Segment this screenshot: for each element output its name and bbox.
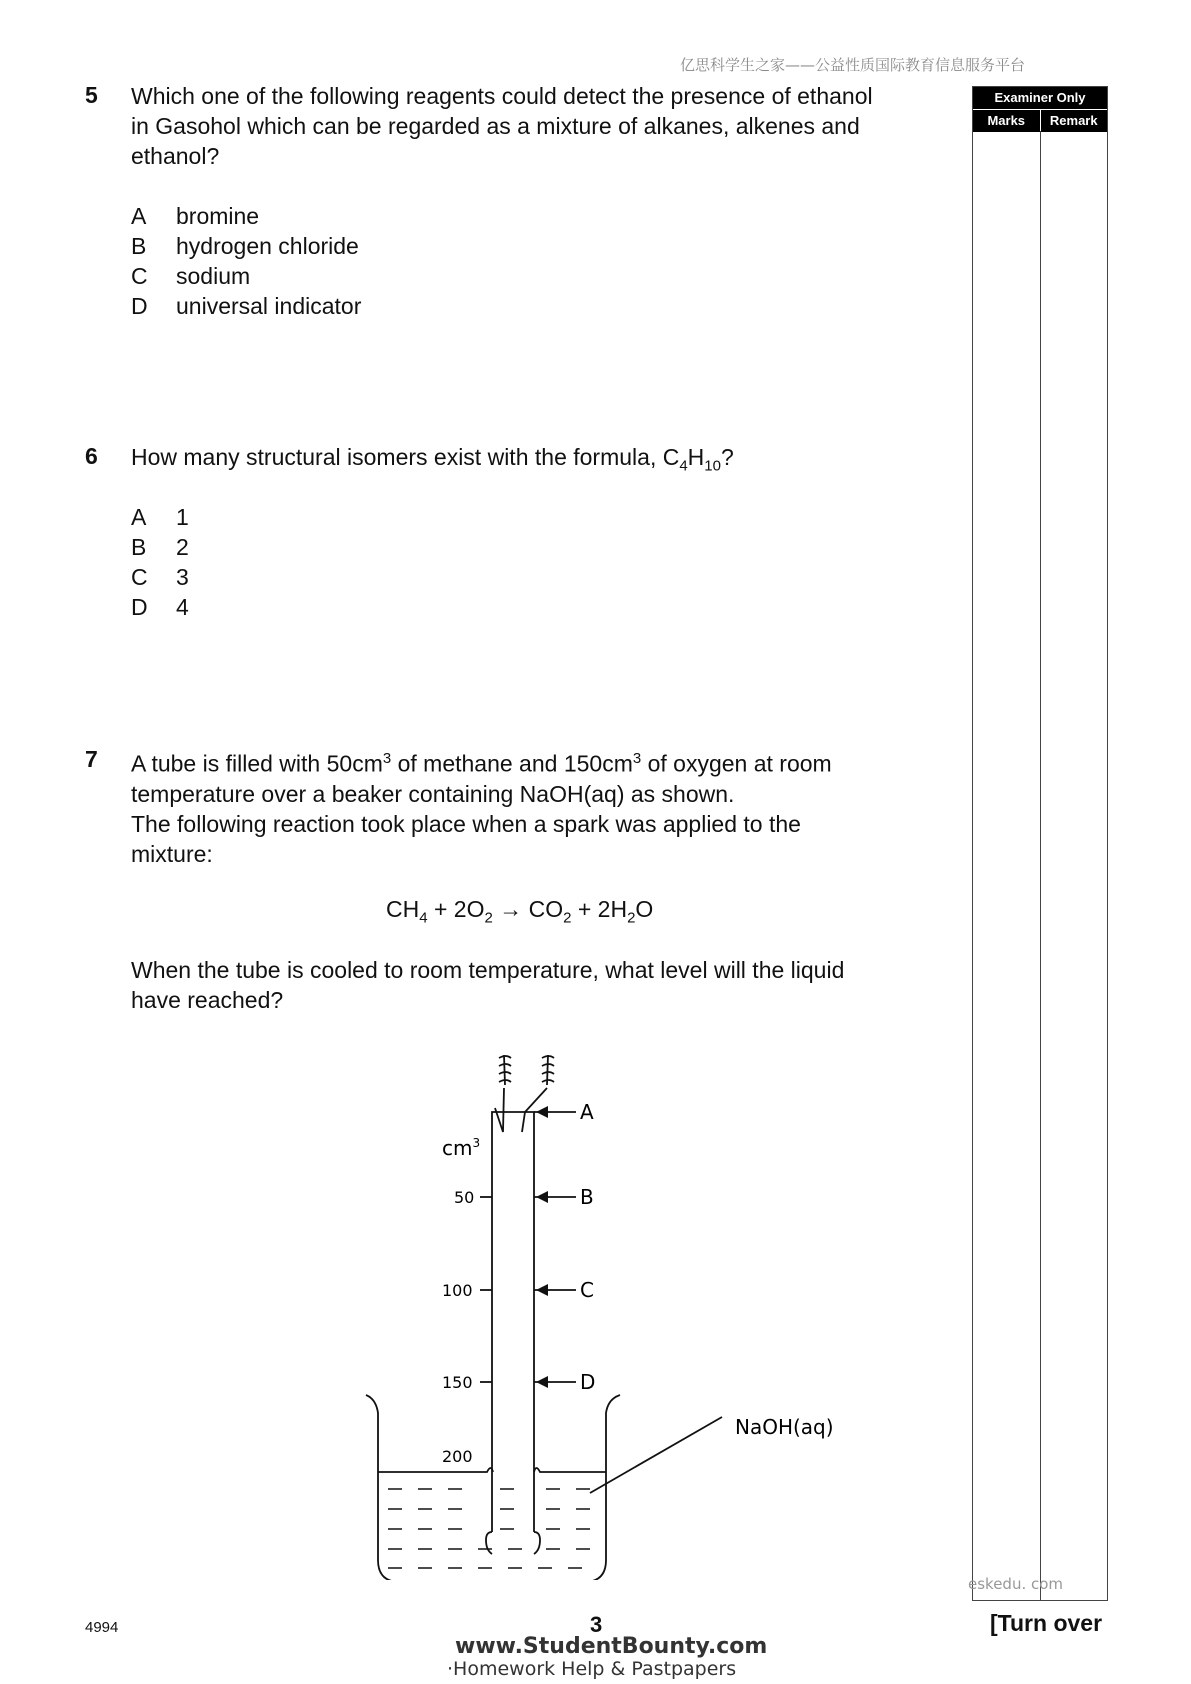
arrow-head-a xyxy=(536,1106,548,1118)
q6-options xyxy=(131,502,189,622)
q5-option-a[interactable]: A bromine xyxy=(131,203,260,229)
beaker-outline xyxy=(366,1395,620,1580)
remark-column-header: Remark xyxy=(1049,113,1098,128)
header-watermark: 亿思科学生之家——公益性质国际教育信息服务平台 xyxy=(680,56,1026,74)
q7-line-1: A tube is filled with $50cm^3$ of methane and $150cm^3$ of oxygen at room xyxy=(131,750,832,777)
tube-beaker-diagram xyxy=(350,1040,850,1580)
q5-text xyxy=(131,81,873,171)
studentbounty-tagline: ·Homework Help & Pastpapers xyxy=(447,1658,737,1680)
arrow-head-b xyxy=(536,1191,548,1203)
q7-text xyxy=(131,744,832,869)
q7-question xyxy=(131,955,844,1015)
q5-line-2: in Gasohol which can be regarded as a mixture of alkanes, alkenes and xyxy=(131,113,860,139)
liquid-dashes xyxy=(388,1489,590,1568)
page-number: 3 xyxy=(590,1612,603,1637)
q7-line-5: When the tube is cooled to room temperature, what level will the liquid xyxy=(131,957,845,983)
q6-option-c[interactable]: C 3 xyxy=(131,564,189,590)
level-label-a: A xyxy=(580,1100,594,1124)
q5-option-c[interactable]: C sodium xyxy=(131,263,251,289)
q5-number: 5 xyxy=(85,82,98,108)
level-label-c: C xyxy=(580,1278,594,1302)
solution-label: NaOH(aq) xyxy=(735,1415,834,1439)
scale-label-150: 150 xyxy=(442,1373,473,1392)
q7-line-3: The following reaction took place when a spark was applied to the xyxy=(131,810,801,837)
q7-equation: $CH_4 + 2O_2 \to CO_2 + 2H_2O$ xyxy=(386,896,654,927)
level-label-b: B xyxy=(580,1185,594,1209)
liquid-surface xyxy=(378,1468,606,1472)
scale-label-50: 50 xyxy=(454,1188,475,1207)
eskedu-watermark: eskedu. com xyxy=(968,1575,1064,1593)
arrow-head-c xyxy=(536,1284,548,1296)
q7-line-2: temperature over a beaker containing NaOH(aq) as shown. xyxy=(131,780,735,807)
examiner-columns xyxy=(973,109,1107,132)
q7-line-4: mixture: xyxy=(131,840,213,867)
scale-label-200: 200 xyxy=(442,1447,473,1466)
level-label-d: D xyxy=(580,1370,596,1394)
q5-line-3: ethanol? xyxy=(131,143,220,169)
unit-label: $cm^3$ xyxy=(442,1136,481,1160)
tube-bottom-right xyxy=(534,1532,540,1554)
left-electrode-coil xyxy=(499,1055,511,1085)
left-electrode-wire xyxy=(495,1088,504,1132)
q5-options xyxy=(131,201,361,321)
q6-option-b[interactable]: B 2 xyxy=(131,534,189,560)
q5-option-d[interactable]: D universal indicator xyxy=(131,293,362,319)
q5-line-1: Which one of the following reagents could detect the presence of ethanol xyxy=(131,83,873,109)
solution-pointer-line xyxy=(590,1417,722,1493)
paper-code: 4994 xyxy=(85,1619,119,1636)
studentbounty-link[interactable]: www.StudentBounty.com xyxy=(455,1634,768,1659)
examiner-box xyxy=(972,86,1108,1601)
q5-option-b[interactable]: B hydrogen chloride xyxy=(131,233,359,259)
turn-over-label: [Turn over xyxy=(990,1610,1103,1636)
q6-option-a[interactable]: A 1 xyxy=(131,504,189,530)
q6-option-d[interactable]: D 4 xyxy=(131,594,189,620)
marks-column-header: Marks xyxy=(973,110,1041,132)
right-electrode-coil xyxy=(542,1055,554,1085)
scale-label-100: 100 xyxy=(442,1281,473,1300)
arrow-head-d xyxy=(536,1376,548,1388)
examiner-divider xyxy=(1040,131,1041,1600)
examiner-title: Examiner Only xyxy=(973,87,1107,109)
q7-line-6: have reached? xyxy=(131,987,284,1013)
q6-number: 6 xyxy=(85,443,98,469)
tube-bottom-left xyxy=(486,1532,492,1554)
q7-number: 7 xyxy=(85,746,98,772)
tube-outline xyxy=(492,1112,534,1532)
q6-text: How many structural isomers exist with the formula, $C_4H_{10}$? xyxy=(131,444,734,475)
